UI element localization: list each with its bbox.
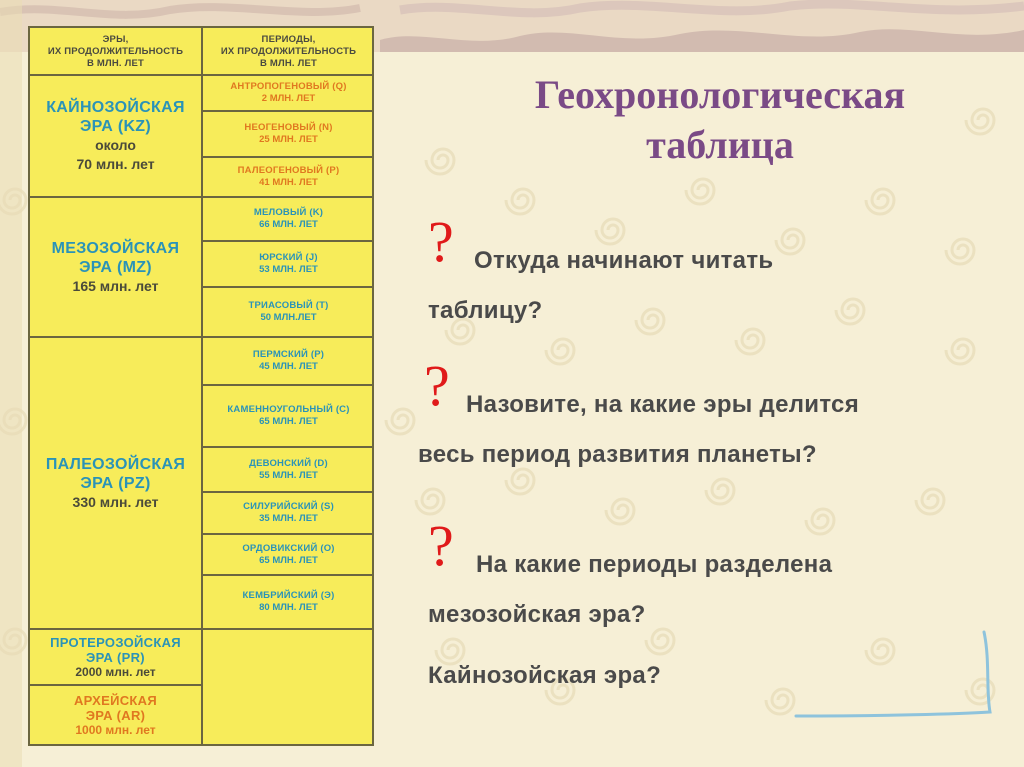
left-decorative-strip — [0, 0, 22, 767]
era-name: ПРОТЕРОЗОЙСКАЯ — [50, 634, 181, 650]
header-eras-line: ЭРЫ, — [102, 34, 129, 45]
slide-title — [420, 70, 1020, 170]
era-duration: 330 млн. лет — [72, 493, 159, 510]
header-eras — [30, 30, 201, 74]
era-duration: 165 млн. лет — [72, 277, 159, 294]
header-eras-line: В МЛН. ЛЕТ — [86, 58, 145, 69]
period-duration: 41 МЛН. ЛЕТ — [259, 177, 318, 188]
geochronological-table — [28, 26, 374, 746]
period-duration: 65 МЛН. ЛЕТ — [259, 416, 318, 427]
period-name: АНТРОПОГЕНОВЫЙ (Q) — [230, 81, 347, 92]
period-duration: 66 МЛН. ЛЕТ — [259, 219, 318, 230]
era-name: АРХЕЙСКАЯ — [73, 692, 157, 708]
period-duration: 45 МЛН. ЛЕТ — [259, 361, 318, 372]
era-proterozoic — [30, 630, 201, 684]
era-code: ЭРА (AR) — [85, 707, 146, 723]
period-duration: 65 МЛН. ЛЕТ — [259, 554, 318, 566]
period-name: КЕМБРИЙСКИЙ (Э) — [242, 590, 335, 601]
era-paleozoic — [30, 338, 201, 628]
period-name: ПЕРМСКИЙ (P) — [252, 349, 325, 360]
era-duration: 1000 млн. лет — [75, 722, 156, 737]
question-1-line-1: Откуда начинают читать — [474, 247, 774, 274]
period-duration: 55 МЛН. ЛЕТ — [259, 469, 318, 481]
period-name: ПАЛЕОГЕНОВЫЙ (P) — [237, 165, 340, 176]
question-3-line-1: На какие периоды разделена — [476, 551, 833, 578]
period-jurassic — [203, 242, 374, 286]
period-duration: 2 МЛН. ЛЕТ — [261, 93, 316, 104]
era-code: ЭРА (KZ) — [79, 118, 152, 135]
era-cenozoic — [30, 76, 201, 196]
header-eras-line: ИХ ПРОДОЛЖИТЕЛЬНОСТЬ — [47, 46, 184, 57]
era-duration: 2000 млн. лет — [75, 664, 156, 679]
period-duration: 25 МЛН. ЛЕТ — [259, 134, 318, 145]
title-line-2: таблица — [646, 122, 794, 167]
question-1-line-2: таблицу? — [428, 297, 543, 324]
era-name: МЕЗОЗОЙСКАЯ — [51, 239, 180, 257]
era-name: КАЙНОЗОЙСКАЯ — [46, 99, 185, 116]
period-name: СИЛУРИЙСКИЙ (S) — [243, 501, 334, 512]
period-name: ТРИАСОВЫЙ (T) — [248, 300, 329, 311]
period-permian — [203, 338, 374, 384]
era-code: ЭРА (MZ) — [79, 258, 152, 276]
era-mesozoic — [30, 198, 201, 336]
era-code: ЭРА (PR) — [86, 649, 145, 665]
period-duration: 35 МЛН. ЛЕТ — [259, 513, 318, 524]
period-duration: 53 МЛН. ЛЕТ — [259, 264, 318, 275]
era-name: ПАЛЕОЗОЙСКАЯ — [45, 455, 186, 473]
era-duration: 70 млн. лет — [76, 156, 155, 172]
era-duration: около — [95, 137, 136, 153]
question-3-line-3: Кайнозойская эра? — [428, 662, 662, 689]
period-name: КАМЕННОУГОЛЬНЫЙ (C) — [227, 404, 350, 415]
question-2-line-1: Назовите, на какие эры делится — [466, 391, 860, 418]
period-triassic — [203, 288, 374, 336]
question-mark-icon: ? — [424, 353, 450, 418]
period-devonian — [203, 448, 374, 491]
era-code: ЭРА (PZ) — [80, 474, 151, 492]
period-anthropogene — [203, 76, 374, 110]
period-duration: 80 МЛН. ЛЕТ — [259, 602, 318, 613]
question-mark-icon: ? — [428, 209, 454, 274]
period-neogene — [203, 112, 374, 156]
period-name: ОРДОВИКСКИЙ (O) — [242, 542, 335, 554]
period-cambrian — [203, 576, 374, 628]
period-paleogene — [203, 158, 374, 196]
question-3-line-2: мезозойская эра? — [428, 601, 646, 628]
period-name: ЮРСКИЙ (J) — [259, 252, 318, 263]
header-periods-line: ИХ ПРОДОЛЖИТЕЛЬНОСТЬ — [220, 46, 357, 57]
header-periods-line: В МЛН. ЛЕТ — [259, 58, 318, 69]
period-name: МЕЛОВЫЙ (K) — [253, 207, 324, 218]
question-mark-icon: ? — [428, 513, 454, 578]
question-2-line-2: весь период развития планеты? — [418, 441, 817, 468]
header-periods — [203, 30, 374, 74]
period-silurian — [203, 493, 374, 533]
era-archean — [30, 686, 201, 744]
period-cretaceous — [203, 198, 374, 240]
header-periods-line: ПЕРИОДЫ, — [261, 34, 316, 45]
period-ordovician — [203, 535, 374, 574]
title-line-1: Геохронологическая — [534, 72, 906, 117]
period-name: НЕОГЕНОВЫЙ (N) — [244, 122, 333, 133]
period-name: ДЕВОНСКИЙ (D) — [249, 457, 328, 469]
period-duration: 50 МЛН.ЛЕТ — [260, 312, 317, 323]
period-carboniferous — [203, 386, 374, 446]
